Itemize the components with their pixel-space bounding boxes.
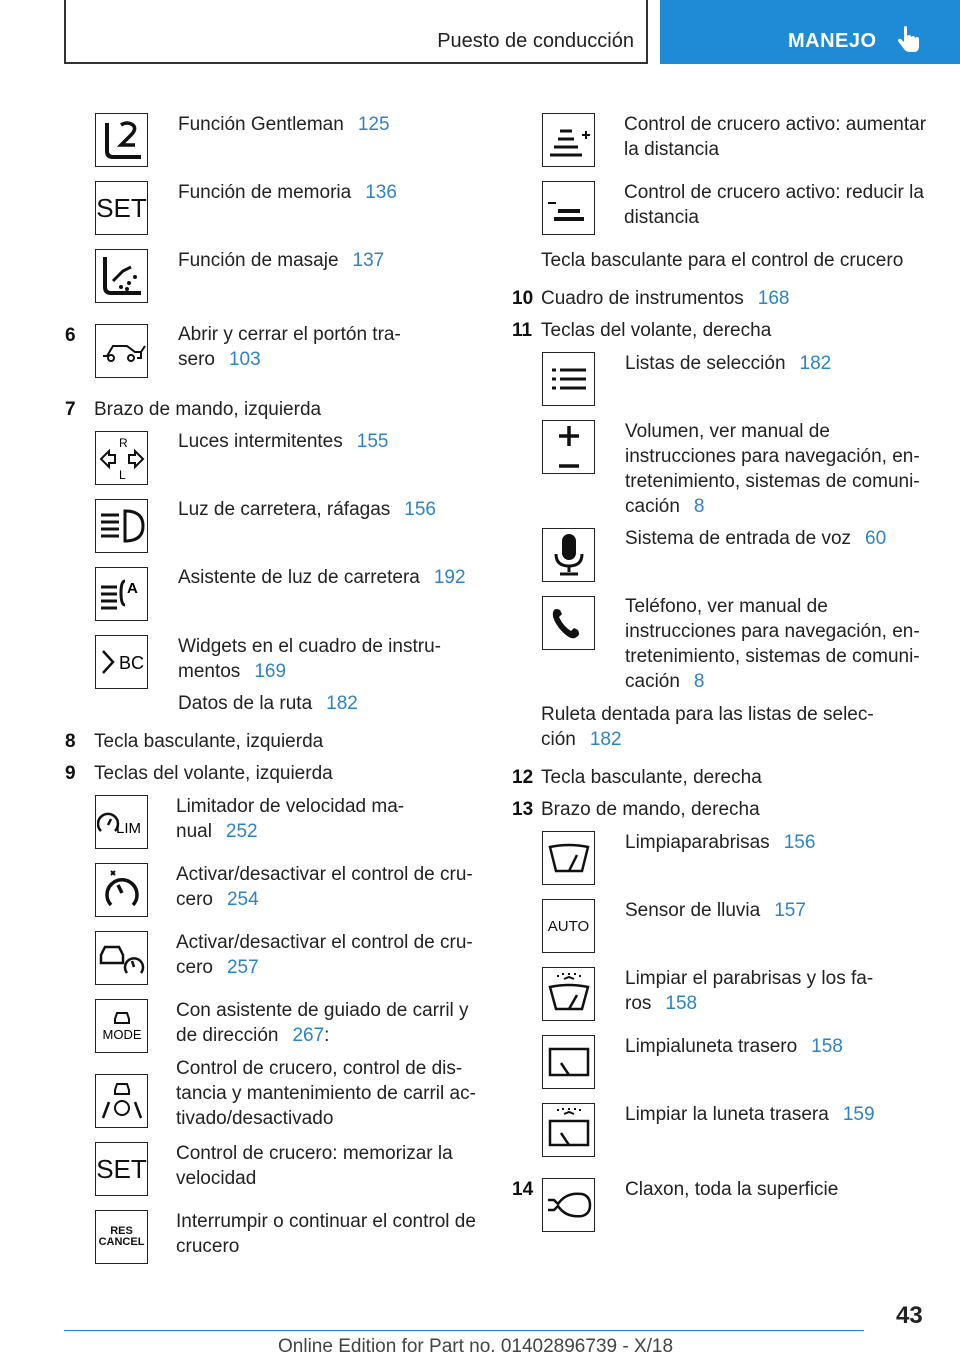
- list-item: Datos de la ruta 182: [178, 693, 358, 714]
- svg-text:R: R: [118, 436, 128, 450]
- volume-plus-minus-icon: [542, 420, 595, 474]
- page-ref-link[interactable]: 137: [352, 250, 385, 271]
- list-item: Función de memoria 136: [178, 182, 397, 203]
- list-item: Limpiar el parabrisas y los fa- ros 158: [625, 968, 874, 1014]
- turn-signal-icon: [95, 431, 148, 485]
- page-ref-link[interactable]: 136: [365, 182, 397, 203]
- list-item: Sistema de entrada de voz 60: [625, 528, 887, 549]
- item-number: 11: [512, 320, 533, 341]
- bc-widgets-icon: [95, 635, 148, 689]
- page-ref-link[interactable]: 182: [589, 729, 622, 750]
- item-number: 12: [512, 767, 534, 788]
- list-item: Teclas del volante, derecha: [541, 320, 772, 341]
- list-item: Luz de carretera, ráfagas 156: [178, 499, 436, 520]
- list-item: Claxon, toda la superficie: [625, 1179, 839, 1200]
- list-item: Luces intermitentes 155: [178, 431, 389, 452]
- item-number: 13: [512, 799, 534, 820]
- list-item: Ruleta dentada para las listas de selec- ción 182: [541, 704, 874, 750]
- item-number: 14: [512, 1179, 534, 1200]
- svg-text:LIM: LIM: [115, 820, 141, 837]
- list-item: Tecla basculante, izquierda: [94, 731, 324, 752]
- list-item: Limpiaparabrisas 156: [625, 832, 816, 853]
- list-item: Teclas del volante, izquierda: [94, 763, 333, 784]
- page-ref-link[interactable]: 192: [433, 567, 466, 588]
- lane-guidance-mode-icon: [95, 999, 148, 1053]
- page-ref-link[interactable]: 60: [865, 528, 887, 549]
- list-item: Tecla basculante para el control de crucero: [541, 250, 904, 271]
- list-item: Brazo de mando, izquierda: [94, 399, 322, 420]
- page-ref-link[interactable]: 155: [356, 431, 389, 452]
- svg-text:MODE: MODE: [102, 1027, 141, 1042]
- lane-keeping-icon: [95, 1074, 148, 1128]
- memory-set-icon: SET: [95, 181, 148, 235]
- list-item: Listas de selección 182: [625, 353, 832, 374]
- list-item: Activar/desactivar el control de cru- cero 257: [176, 932, 473, 978]
- svg-text:L: L: [118, 468, 126, 482]
- page-ref-link[interactable]: 252: [225, 821, 258, 842]
- list-item: Widgets en el cuadro de instru- mentos 169: [178, 636, 441, 682]
- list-item: Volumen, ver manual de instrucciones para navegación, en- tretenimiento, sistemas de comuni- cación 8: [625, 421, 920, 517]
- speed-limiter-icon: [95, 795, 148, 849]
- list-item: Control de crucero activo: aumentar la distancia: [624, 114, 927, 160]
- list-item: Tecla basculante, derecha: [541, 767, 762, 788]
- page-number: 43: [896, 1302, 923, 1329]
- page-ref-link[interactable]: 257: [226, 957, 259, 978]
- increase-distance-icon: [542, 113, 595, 167]
- tab-manejo-label: MANEJO: [788, 30, 877, 52]
- page-ref-link[interactable]: 182: [326, 693, 358, 714]
- horn-icon: [542, 1178, 595, 1232]
- item-number: 8: [65, 731, 76, 752]
- list-item: Limpiar la luneta trasera 159: [625, 1104, 875, 1125]
- page-ref-link[interactable]: 159: [842, 1104, 875, 1125]
- list-item: Interrumpir o continuar el control de crucero: [176, 1211, 476, 1257]
- page-ref-link[interactable]: 125: [357, 114, 390, 135]
- list-item: Cuadro de instrumentos 168: [541, 288, 790, 309]
- header-section-box: [64, 0, 648, 64]
- page-ref-link[interactable]: 158: [811, 1036, 843, 1057]
- cruise-control-icon: [95, 863, 148, 917]
- list-item: Sensor de lluvia 157: [625, 900, 806, 921]
- page-ref-link[interactable]: 158: [665, 993, 698, 1014]
- res-cancel-icon: RES CANCEL: [95, 1210, 148, 1264]
- cruise-set-icon: SET: [95, 1142, 148, 1196]
- svg-text:A: A: [126, 580, 138, 597]
- page-ref-link[interactable]: 156: [404, 499, 436, 520]
- list-item: Asistente de luz de carretera 192: [178, 567, 466, 588]
- distance-cruise-icon: [95, 931, 148, 985]
- high-beam-assistant-icon: [95, 567, 148, 621]
- windshield-wiper-icon: [542, 831, 595, 885]
- page-ref-link[interactable]: 182: [799, 353, 832, 374]
- item-number: 10: [512, 288, 534, 309]
- list-item: Limpialuneta trasero 158: [625, 1036, 843, 1057]
- footer-divider: [64, 1330, 864, 1331]
- list-item: Brazo de mando, derecha: [541, 799, 760, 820]
- selection-list-icon: [542, 352, 595, 406]
- tailgate-car-icon: [95, 324, 148, 378]
- page-ref-link[interactable]: 157: [774, 900, 806, 921]
- high-beam-icon: [95, 499, 148, 553]
- tab-manejo[interactable]: [660, 0, 960, 64]
- page-ref-link[interactable]: 103: [228, 349, 261, 370]
- item-number: 7: [65, 399, 76, 420]
- windshield-washer-icon: [542, 967, 595, 1021]
- item-number: 6: [65, 325, 76, 346]
- svg-text:BC: BC: [118, 653, 144, 673]
- page-ref-link[interactable]: 156: [783, 832, 816, 853]
- list-item: Función Gentleman 125: [178, 114, 390, 135]
- page-ref-link[interactable]: 169: [254, 661, 287, 682]
- list-item: Con asistente de guiado de carril y de dirección 267:: [176, 1000, 469, 1046]
- section-title: Puesto de conducción: [437, 30, 634, 52]
- list-item: Teléfono, ver manual de instrucciones para navegación, en- tretenimiento, sistemas de comuni- cación 8: [625, 596, 920, 692]
- gentleman-seat-icon: [95, 113, 148, 167]
- list-item: Abrir y cerrar el portón tra- sero 103: [178, 324, 401, 370]
- list-item: Activar/desactivar el control de cru- cero 254: [176, 864, 473, 910]
- microphone-icon: [542, 528, 595, 582]
- rain-sensor-auto-icon: AUTO: [542, 899, 595, 953]
- list-item: Limitador de velocidad ma- nual 252: [176, 796, 405, 842]
- list-item: Control de crucero activo: reducir la distancia: [624, 182, 924, 228]
- page-ref-link[interactable]: 8: [693, 671, 705, 692]
- reduce-distance-icon: [542, 181, 595, 235]
- rear-washer-icon: [542, 1103, 595, 1157]
- list-item: Función de masaje 137: [178, 250, 385, 271]
- phone-icon: [542, 596, 595, 650]
- list-item: Control de crucero: memorizar la velocidad: [176, 1143, 453, 1189]
- list-item: Control de crucero, control de dis- tancia y mantenimiento de carril ac- tivado/desactivado: [176, 1058, 476, 1129]
- massage-seat-icon: [95, 249, 148, 303]
- page-ref-link[interactable]: 8: [693, 496, 705, 517]
- rear-wiper-icon: [542, 1035, 595, 1089]
- page-ref-link[interactable]: 168: [757, 288, 790, 309]
- hand-pointer-icon: [896, 26, 922, 54]
- page-ref-link[interactable]: 254: [226, 889, 259, 910]
- item-number: 9: [65, 763, 76, 784]
- page-ref-link[interactable]: 267: [292, 1025, 325, 1046]
- footer-edition: Online Edition for Part no. 01402896739 - X/18: [278, 1336, 674, 1357]
